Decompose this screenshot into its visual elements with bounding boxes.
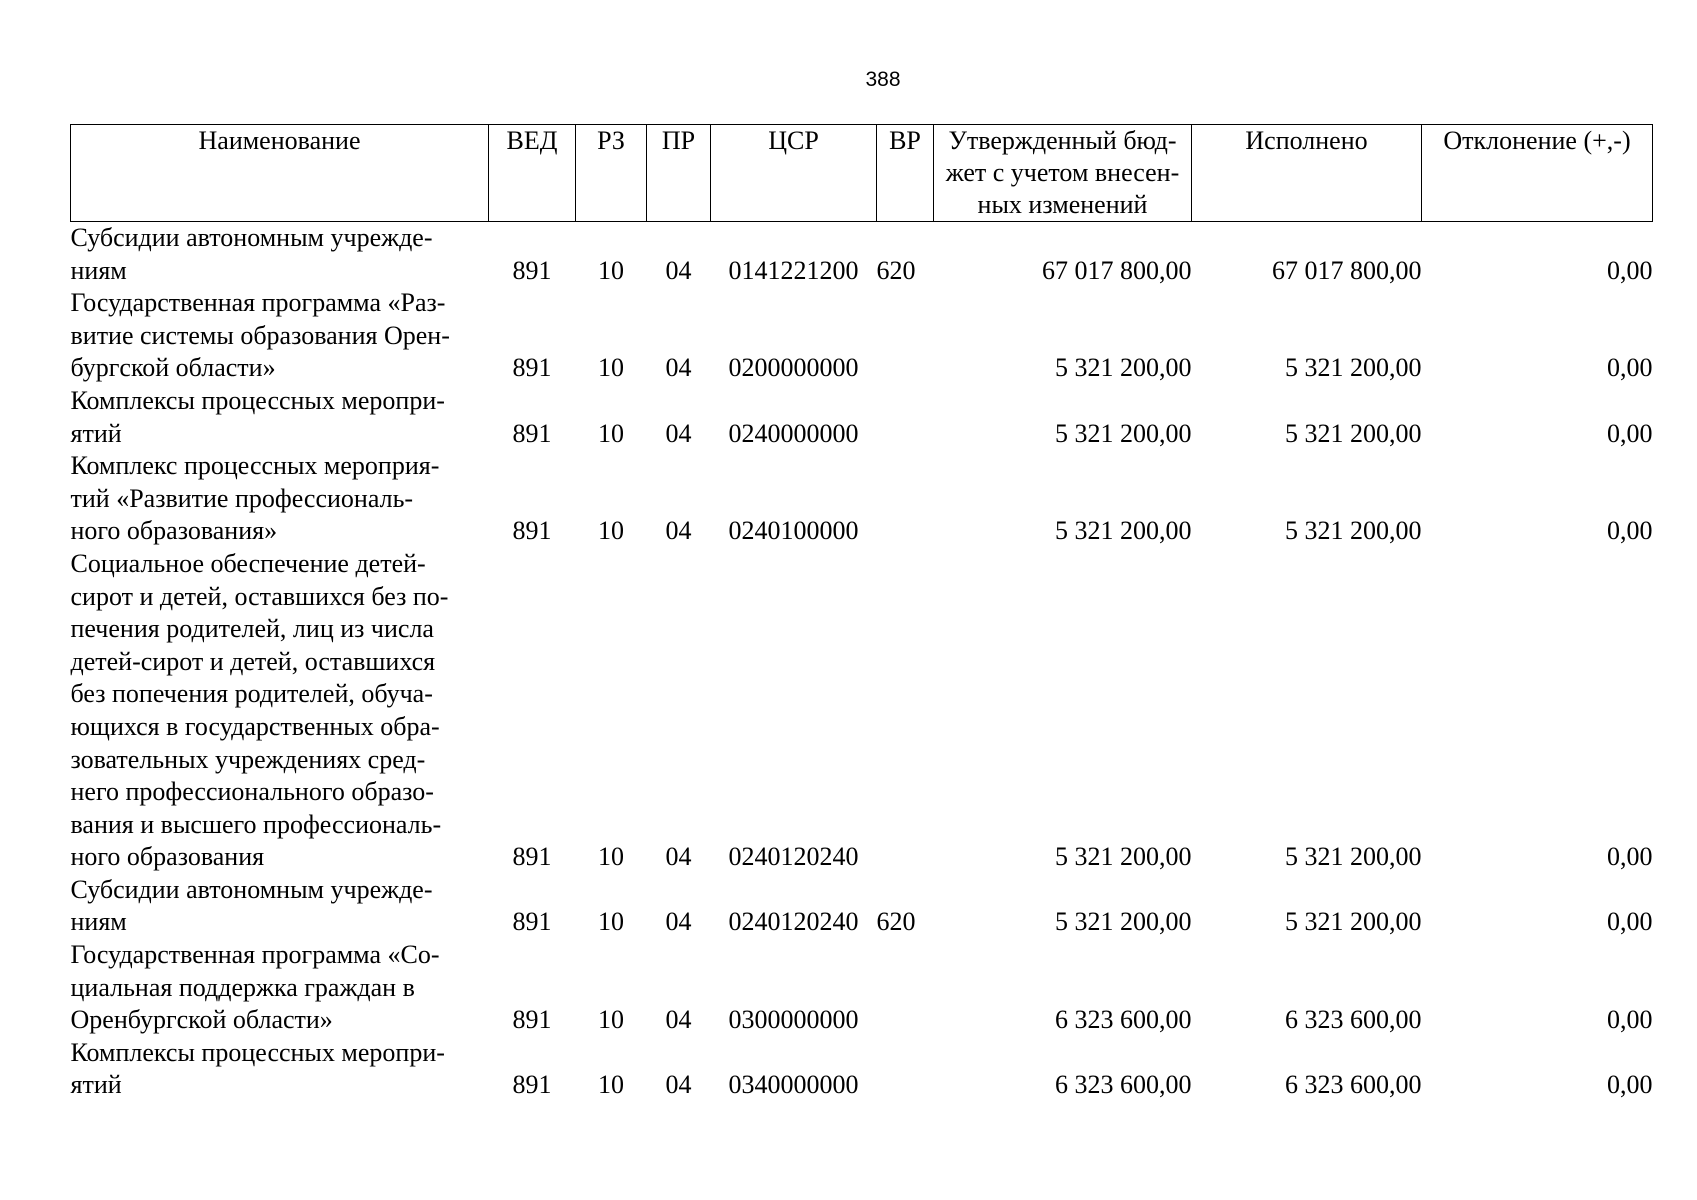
deviation-cell: 0,00 [1607,907,1653,937]
table-row [71,222,1653,288]
deviation-cell: 0,00 [1607,418,1653,448]
deviation-cell: 0,00 [1607,516,1653,546]
name-line: циальная поддержка граждан в [70,972,415,1002]
table-row [71,450,1653,548]
name-line: бургской области» [70,353,276,383]
rz-cell: 10 [598,842,624,872]
name-line: Социальное обеспечение детей- [70,548,426,578]
vr-cell [877,548,934,874]
name-line: зовательных учреждениях сред- [70,744,426,774]
ved-cell: 891 [512,353,552,383]
name-line: ниям [70,907,127,937]
budget-table [70,124,1653,1102]
executed-cell: 5 321 200,00 [1285,418,1422,448]
table-row [71,385,1653,450]
name-line: без попечения родителей, обуча- [70,679,433,709]
name-line: вания и высшего профессиональ- [70,809,442,839]
name-line: Оренбургской области» [70,1005,333,1035]
csr-cell: 0141221200 [728,255,859,285]
header-executed: Исполнено [1192,125,1422,222]
name-line: Государственная программа «Раз- [70,288,446,318]
pr-cell: 04 [665,418,692,448]
rz-cell: 10 [598,255,624,285]
csr-cell: 0240120240 [728,907,859,937]
rz-cell: 10 [598,907,624,937]
deviation-cell: 0,00 [1607,1070,1653,1100]
ved-cell: 891 [512,255,552,285]
ved-cell: 891 [512,1070,552,1100]
table-row [71,939,1653,1037]
csr-cell: 0200000000 [728,353,859,383]
csr-cell: 0240100000 [728,516,859,546]
approved-budget-cell: 67 017 800,00 [1042,255,1192,285]
approved-budget-cell: 5 321 200,00 [1055,353,1192,383]
header-pr: ПР [647,125,711,222]
pr-cell: 04 [665,907,692,937]
header-csr: ЦСР [711,125,877,222]
table-body [71,222,1653,1103]
name-line: детей-сирот и детей, оставшихся [70,646,436,676]
name-cell [71,1037,489,1102]
header-row [71,125,1653,222]
pr-cell: 04 [665,255,692,285]
header-approved-line: ных изменений [977,190,1148,219]
header-approved-budget [934,125,1192,222]
rz-cell: 10 [598,1070,624,1100]
executed-cell: 5 321 200,00 [1285,353,1422,383]
name-line: ного образования» [70,516,278,546]
name-line: ятий [70,1070,122,1100]
rz-cell: 10 [598,353,624,383]
name-cell [71,287,489,385]
executed-cell: 5 321 200,00 [1285,842,1422,872]
header-ved: ВЕД [489,125,576,222]
pr-cell: 04 [665,1005,692,1035]
name-line: Комплексы процессных меропри- [70,1037,445,1067]
approved-budget-cell: 6 323 600,00 [1055,1005,1192,1035]
name-line: него профессионального образо- [70,777,434,807]
vr-cell [877,939,934,1037]
name-cell [71,385,489,450]
name-line: ющихся в государственных обра- [70,711,440,741]
header-vr: ВР [877,125,934,222]
name-line: Субсидии автономным учрежде- [70,874,433,904]
deviation-cell: 0,00 [1607,353,1653,383]
name-line: Комплекс процессных мероприя- [70,451,440,481]
name-line: сирот и детей, оставшихся без по- [70,581,449,611]
csr-cell: 0340000000 [728,1070,859,1100]
header-deviation: Отклонение (+,-) [1422,125,1653,222]
name-line: Государственная программа «Со- [70,940,440,970]
pr-cell: 04 [665,353,692,383]
name-cell [71,874,489,939]
table-row [71,287,1653,385]
vr-cell [877,450,934,548]
header-rz: РЗ [576,125,647,222]
vr-cell: 620 [876,255,916,285]
name-line: ного образования [70,842,265,872]
executed-cell: 6 323 600,00 [1285,1005,1422,1035]
csr-cell: 0240120240 [728,842,859,872]
executed-cell: 5 321 200,00 [1285,516,1422,546]
vr-cell [877,287,934,385]
header-approved-line: Утвержденный бюд- [948,126,1177,155]
executed-cell: 6 323 600,00 [1285,1070,1422,1100]
table-row [71,874,1653,939]
deviation-cell: 0,00 [1607,1005,1653,1035]
table-row [71,1037,1653,1102]
name-cell [71,450,489,548]
approved-budget-cell: 5 321 200,00 [1055,842,1192,872]
name-line: витие системы образования Орен- [70,320,450,350]
table-row [71,548,1653,874]
header-name: Наименование [71,125,489,222]
pr-cell: 04 [665,1070,692,1100]
vr-cell: 620 [876,907,916,937]
name-line: тий «Развитие профессиональ- [70,483,414,513]
rz-cell: 10 [598,1005,624,1035]
page-number: 388 [865,68,901,91]
vr-cell [877,385,934,450]
approved-budget-cell: 5 321 200,00 [1055,418,1192,448]
name-line: печения родителей, лиц из числа [70,614,434,644]
name-line: Субсидии автономным учрежде- [70,223,433,252]
ved-cell: 891 [512,418,552,448]
approved-budget-cell: 5 321 200,00 [1055,516,1192,546]
deviation-cell: 0,00 [1607,842,1653,872]
ved-cell: 891 [512,907,552,937]
ved-cell: 891 [512,1005,552,1035]
name-cell [71,222,489,288]
rz-cell: 10 [598,418,624,448]
pr-cell: 04 [665,842,692,872]
rz-cell: 10 [598,516,624,546]
csr-cell: 0240000000 [728,418,859,448]
approved-budget-cell: 6 323 600,00 [1055,1070,1192,1100]
name-line: ятий [70,418,122,448]
executed-cell: 67 017 800,00 [1272,255,1422,285]
ved-cell: 891 [512,516,552,546]
vr-cell [877,1037,934,1102]
pr-cell: 04 [665,516,692,546]
name-cell [71,548,489,874]
approved-budget-cell: 5 321 200,00 [1055,907,1192,937]
executed-cell: 5 321 200,00 [1285,907,1422,937]
header-approved-line: жет с учетом внесен- [945,158,1180,187]
deviation-cell: 0,00 [1607,255,1653,285]
name-line: ниям [70,255,127,285]
csr-cell: 0300000000 [728,1005,859,1035]
name-line: Комплексы процессных меропри- [70,385,445,415]
ved-cell: 891 [512,842,552,872]
name-cell [71,939,489,1037]
